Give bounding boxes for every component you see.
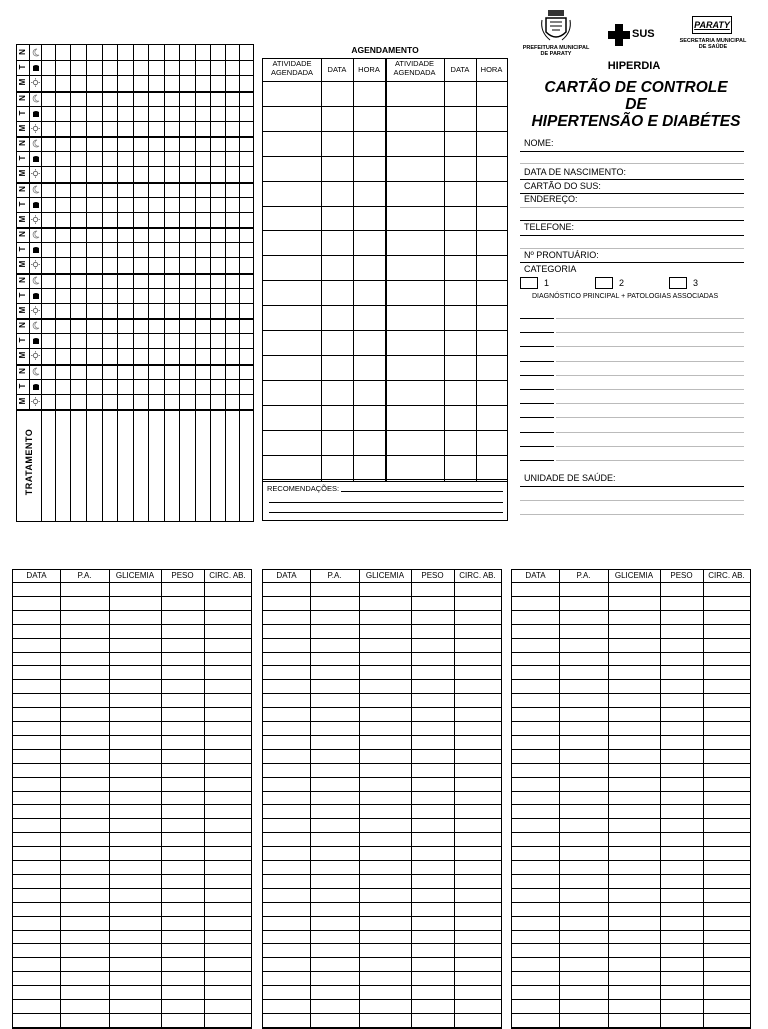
agenda-row-line [263, 280, 507, 281]
log-row-line [13, 707, 251, 708]
category-3-checkbox[interactable] [669, 277, 687, 289]
log-row-line [512, 804, 750, 805]
shift-label: T [18, 155, 27, 161]
log-row-line [13, 916, 251, 917]
grid-row-line [17, 151, 253, 152]
log-row-line [13, 610, 251, 611]
log-row-line [512, 832, 750, 833]
shift-label: M [18, 306, 27, 314]
sus-logo [608, 24, 668, 46]
log-row-line [512, 888, 750, 889]
treatment-column-line [210, 411, 211, 521]
diagnosis-text-line [556, 346, 744, 347]
log-row-line [512, 665, 750, 666]
night-moon-icon [31, 94, 40, 103]
grid-row-line [17, 348, 253, 349]
shift-label: N [18, 322, 27, 328]
grid-row-line [17, 60, 253, 61]
log-table-2 [262, 569, 502, 1029]
log-header: P.A. [576, 571, 591, 580]
cartao-sus-label: CARTÃO DO SUS: [524, 181, 601, 191]
shift-label: N [18, 231, 27, 237]
log-table-3 [511, 569, 751, 1029]
grid-row-line [17, 197, 253, 198]
agenda-row-line [263, 156, 507, 157]
secretaria-text: SECRETARIA MUNICIPAL DE SAÚDE [679, 38, 747, 50]
night-moon-icon [31, 48, 40, 57]
log-row-line [512, 721, 750, 722]
log-row-line [263, 846, 501, 847]
log-row-line [13, 1027, 251, 1028]
treatment-column-line [41, 411, 42, 521]
shift-label: N [18, 95, 27, 101]
treatment-column-line [117, 411, 118, 521]
nome-field[interactable] [520, 151, 744, 152]
agenda-row-line [263, 479, 507, 480]
agenda-row-line [263, 81, 507, 82]
log-row-line [13, 888, 251, 889]
shift-label: M [18, 397, 27, 405]
agenda-row-line [263, 430, 507, 431]
afternoon-sun-icon [31, 245, 40, 254]
log-row-line [13, 902, 251, 903]
treatment-section [16, 410, 254, 522]
log-row-line [13, 693, 251, 694]
diagnostico-label: DIAGNÓSTICO PRINCIPAL + PATOLOGIAS ASSOCIADAS [532, 293, 719, 300]
shift-label: M [18, 260, 27, 268]
shift-label: M [18, 78, 27, 86]
log-row-line [512, 874, 750, 875]
morning-sun-icon [31, 215, 40, 224]
nascimento-label: DATA DE NASCIMENTO: [524, 167, 627, 177]
diagnosis-code-line [520, 389, 554, 390]
diagnosis-text-line [556, 446, 744, 447]
log-header: GLICEMIA [115, 571, 155, 580]
grid-row-line [17, 394, 253, 395]
log-header: GLICEMIA [614, 571, 654, 580]
log-header: CIRC. AB. [209, 571, 246, 580]
coat-of-arms-icon [538, 8, 574, 44]
medication-grid [16, 44, 254, 410]
treatment-column-line [70, 411, 71, 521]
agenda-table [262, 58, 508, 482]
log-row-line [13, 763, 251, 764]
category-2-checkbox[interactable] [595, 277, 613, 289]
title-line-2: DE [625, 96, 647, 113]
log-row-line [512, 735, 750, 736]
morning-sun-icon [31, 169, 40, 178]
telefone-field[interactable] [520, 235, 744, 236]
diagnosis-text-line [556, 361, 744, 362]
grid-row-line [17, 106, 253, 107]
grid-row-line [17, 288, 253, 289]
diagnosis-text-line [556, 389, 744, 390]
log-row-line [13, 679, 251, 680]
log-row-line [512, 1013, 750, 1014]
treatment-column-line [55, 411, 56, 521]
log-header: DATA [525, 571, 546, 580]
shift-label: T [18, 64, 27, 70]
log-header: PESO [421, 571, 444, 580]
grid-row-line [17, 121, 253, 122]
grid-row-line [17, 364, 253, 366]
program-name: HIPERDIA [607, 60, 661, 72]
log-row-line [263, 749, 501, 750]
agenda-row-line [263, 405, 507, 406]
log-row-line [13, 985, 251, 986]
log-row-line [512, 902, 750, 903]
treatment-column-line [225, 411, 226, 521]
card-title [516, 79, 756, 130]
grid-row-line [17, 303, 253, 304]
log-row-line [263, 999, 501, 1000]
log-row-line [263, 679, 501, 680]
title-line-1: CARTÃO DE CONTROLE [544, 79, 728, 96]
diagnosis-text-line [556, 332, 744, 333]
diagnosis-code-line [520, 460, 554, 461]
morning-sun-icon [31, 260, 40, 269]
log-row-line [263, 930, 501, 931]
log-row-line [263, 791, 501, 792]
agenda-column-line [444, 59, 445, 481]
log-row-line [263, 610, 501, 611]
night-moon-icon [31, 139, 40, 148]
log-row-line [263, 860, 501, 861]
guide-line [520, 248, 744, 249]
log-row-line [263, 763, 501, 764]
diagnosis-code-line [520, 403, 554, 404]
agenda-column-line [353, 59, 354, 481]
log-row-line [512, 943, 750, 944]
night-moon-icon [31, 185, 40, 194]
treatment-column-line [164, 411, 165, 521]
shift-label: T [18, 110, 27, 116]
unidade-field[interactable] [520, 486, 744, 487]
agenda-row-line [263, 380, 507, 381]
night-moon-icon [31, 276, 40, 285]
log-row-line [512, 624, 750, 625]
afternoon-sun-icon [31, 382, 40, 391]
morning-sun-icon [31, 78, 40, 87]
log-row-line [512, 652, 750, 653]
log-row-line [13, 999, 251, 1000]
guide-line [520, 500, 744, 501]
log-row-line [512, 679, 750, 680]
shift-label: T [18, 292, 27, 298]
log-row-line [512, 707, 750, 708]
log-row-line [13, 818, 251, 819]
log-row-line [263, 1027, 501, 1028]
treatment-column-line [239, 411, 240, 521]
agenda-row-line [263, 305, 507, 306]
log-header: P.A. [77, 571, 92, 580]
recommendations-label: RECOMENDAÇÕES: [267, 484, 340, 493]
shift-label: M [18, 169, 27, 177]
agenda-row-line [263, 255, 507, 256]
diagnosis-code-line [520, 332, 554, 333]
log-row-line [13, 1013, 251, 1014]
agenda-header: HORA [358, 65, 380, 74]
log-row-line [512, 763, 750, 764]
guide-line [520, 207, 744, 208]
grid-row-line [17, 242, 253, 243]
log-row-line [13, 735, 251, 736]
diagnosis-text-line [556, 417, 744, 418]
grid-row-line [17, 91, 253, 93]
treatment-column-line [148, 411, 149, 521]
afternoon-sun-icon [31, 109, 40, 118]
diagnosis-code-line [520, 346, 554, 347]
agenda-header: ATIVIDADE AGENDADA [393, 59, 436, 77]
shift-label: T [18, 246, 27, 252]
log-header: P.A. [327, 571, 342, 580]
log-row-line [263, 818, 501, 819]
night-moon-icon [31, 367, 40, 376]
endereco-label: ENDEREÇO: [524, 194, 578, 204]
log-row-line [512, 693, 750, 694]
afternoon-sun-icon [31, 154, 40, 163]
agenda-header: ATIVIDADE AGENDADA [270, 59, 314, 77]
night-moon-icon [31, 230, 40, 239]
log-header: DATA [26, 571, 47, 580]
log-row-line [13, 652, 251, 653]
log-row-line [13, 832, 251, 833]
log-row-line [263, 916, 501, 917]
log-row-line [512, 777, 750, 778]
grid-row-line [17, 75, 253, 76]
agenda-row-line [263, 330, 507, 331]
nascimento-field[interactable] [520, 179, 744, 180]
treatment-column-line [179, 411, 180, 521]
log-header: CIRC. AB. [708, 571, 745, 580]
log-row-line [263, 721, 501, 722]
log-row-line [512, 957, 750, 958]
afternoon-sun-icon [31, 336, 40, 345]
morning-sun-icon [31, 306, 40, 315]
agenda-header: DATA [450, 65, 470, 74]
agenda-row-line [263, 181, 507, 182]
treatment-column-line [102, 411, 103, 521]
log-row-line [263, 777, 501, 778]
category-2-label: 2 [619, 278, 625, 288]
log-header: PESO [171, 571, 194, 580]
log-row-line [263, 665, 501, 666]
log-row-line [263, 888, 501, 889]
log-row-line [263, 638, 501, 639]
log-row-line [263, 957, 501, 958]
nome-label: NOME: [524, 138, 554, 148]
log-row-line [13, 930, 251, 931]
log-table-1 [12, 569, 252, 1029]
afternoon-sun-icon [31, 200, 40, 209]
log-row-line [512, 860, 750, 861]
grid-row-line [17, 257, 253, 258]
log-row-line [13, 791, 251, 792]
log-row-line [263, 693, 501, 694]
log-row-line [263, 582, 501, 583]
log-row-line [263, 985, 501, 986]
log-row-line [512, 930, 750, 931]
log-row-line [13, 582, 251, 583]
log-row-line [13, 777, 251, 778]
grid-row-line [17, 379, 253, 380]
category-1-checkbox[interactable] [520, 277, 538, 289]
log-row-line [512, 638, 750, 639]
shift-label: M [18, 351, 27, 359]
unidade-label: UNIDADE DE SAÚDE: [524, 473, 616, 483]
prefeitura-logo [538, 8, 574, 44]
category-1-label: 1 [544, 278, 550, 288]
log-row-line [263, 804, 501, 805]
log-row-line [13, 596, 251, 597]
grid-row-line [17, 166, 253, 167]
log-row-line [512, 610, 750, 611]
treatment-column-line [195, 411, 196, 521]
agenda-row-line [263, 131, 507, 132]
log-row-line [13, 749, 251, 750]
log-row-line [263, 1013, 501, 1014]
log-row-line [512, 749, 750, 750]
log-row-line [263, 902, 501, 903]
diagnosis-text-line [556, 460, 744, 461]
log-row-line [512, 846, 750, 847]
night-moon-icon [31, 321, 40, 330]
shift-label: N [18, 277, 27, 283]
log-row-line [512, 596, 750, 597]
category-3-label: 3 [693, 278, 699, 288]
prefeitura-text: PREFEITURA MUNICIPAL DE PARATY [522, 45, 590, 57]
agenda-row-line [263, 455, 507, 456]
log-row-line [263, 874, 501, 875]
recommendations-box[interactable] [262, 481, 508, 521]
guide-line [520, 514, 744, 515]
diagnosis-code-line [520, 318, 554, 319]
grid-row-line [17, 227, 253, 229]
log-header: PESO [670, 571, 693, 580]
log-row-line [13, 846, 251, 847]
diagnosis-text-line [556, 375, 744, 376]
sus-text: SUS [632, 28, 655, 40]
log-row-line [512, 818, 750, 819]
sus-cross-icon [608, 24, 630, 46]
categoria-label: CATEGORIA [524, 264, 577, 274]
diagnosis-text-line [556, 432, 744, 433]
treatment-column-line [133, 411, 134, 521]
log-row-line [263, 832, 501, 833]
grid-row-line [17, 182, 253, 184]
prontuario-field[interactable] [520, 262, 744, 263]
agenda-column-line [476, 59, 477, 481]
shift-label: M [18, 215, 27, 223]
morning-sun-icon [31, 397, 40, 406]
log-row-line [512, 1027, 750, 1028]
afternoon-sun-icon [31, 291, 40, 300]
log-row-line [13, 721, 251, 722]
diagnosis-code-line [520, 432, 554, 433]
log-row-line [263, 624, 501, 625]
diagnosis-text-line [556, 403, 744, 404]
log-row-line [512, 582, 750, 583]
log-row-line [13, 665, 251, 666]
grid-row-line [17, 273, 253, 275]
diagnosis-code-line [520, 417, 554, 418]
shift-label: T [18, 201, 27, 207]
shift-label: N [18, 368, 27, 374]
log-row-line [263, 707, 501, 708]
agenda-column-line [321, 59, 322, 481]
guide-line [520, 163, 744, 164]
log-row-line [13, 804, 251, 805]
log-row-line [263, 596, 501, 597]
morning-sun-icon [31, 351, 40, 360]
diagnosis-text-line [556, 318, 744, 319]
grid-row-line [17, 212, 253, 213]
agenda-row-line [263, 206, 507, 207]
agenda-row-line [263, 106, 507, 107]
paraty-logo-text: PARATY [694, 20, 730, 30]
shift-label: N [18, 140, 27, 146]
log-row-line [13, 624, 251, 625]
log-row-line [13, 971, 251, 972]
title-line-3: HIPERTENSÃO E DIABÉTES [531, 113, 741, 130]
log-row-line [13, 860, 251, 861]
log-row-line [512, 916, 750, 917]
diagnosis-code-line [520, 446, 554, 447]
agenda-header: DATA [327, 65, 347, 74]
paraty-logo [692, 16, 732, 34]
log-row-line [13, 874, 251, 875]
grid-row-line [17, 136, 253, 138]
endereco-field[interactable] [520, 220, 744, 221]
agenda-title: AGENDAMENTO [351, 45, 419, 55]
grid-row-line [17, 318, 253, 320]
log-row-line [263, 943, 501, 944]
log-row-line [512, 985, 750, 986]
telefone-label: TELEFONE: [524, 222, 575, 232]
log-row-line [13, 638, 251, 639]
agenda-row-line [263, 230, 507, 231]
treatment-column-line [86, 411, 87, 521]
log-row-line [13, 943, 251, 944]
shift-label: T [18, 337, 27, 343]
log-header: GLICEMIA [365, 571, 405, 580]
agenda-column-line [385, 59, 387, 481]
log-row-line [263, 735, 501, 736]
shift-label: N [18, 49, 27, 55]
grid-row-line [17, 333, 253, 334]
diagnosis-code-line [520, 375, 554, 376]
shift-label: T [18, 383, 27, 389]
agenda-header: HORA [480, 65, 503, 74]
shift-label: N [18, 186, 27, 192]
diagnosis-code-line [520, 361, 554, 362]
afternoon-sun-icon [31, 63, 40, 72]
log-row-line [263, 971, 501, 972]
shift-label: M [18, 124, 27, 132]
morning-sun-icon [31, 124, 40, 133]
log-row-line [512, 791, 750, 792]
log-row-line [512, 999, 750, 1000]
log-row-line [512, 971, 750, 972]
log-row-line [263, 652, 501, 653]
agenda-row-line [263, 355, 507, 356]
treatment-label: TRATAMENTO [24, 428, 34, 496]
log-row-line [13, 957, 251, 958]
log-header: DATA [276, 571, 297, 580]
log-header: CIRC. AB. [459, 571, 496, 580]
prontuario-label: Nº PRONTUÁRIO: [524, 250, 599, 260]
